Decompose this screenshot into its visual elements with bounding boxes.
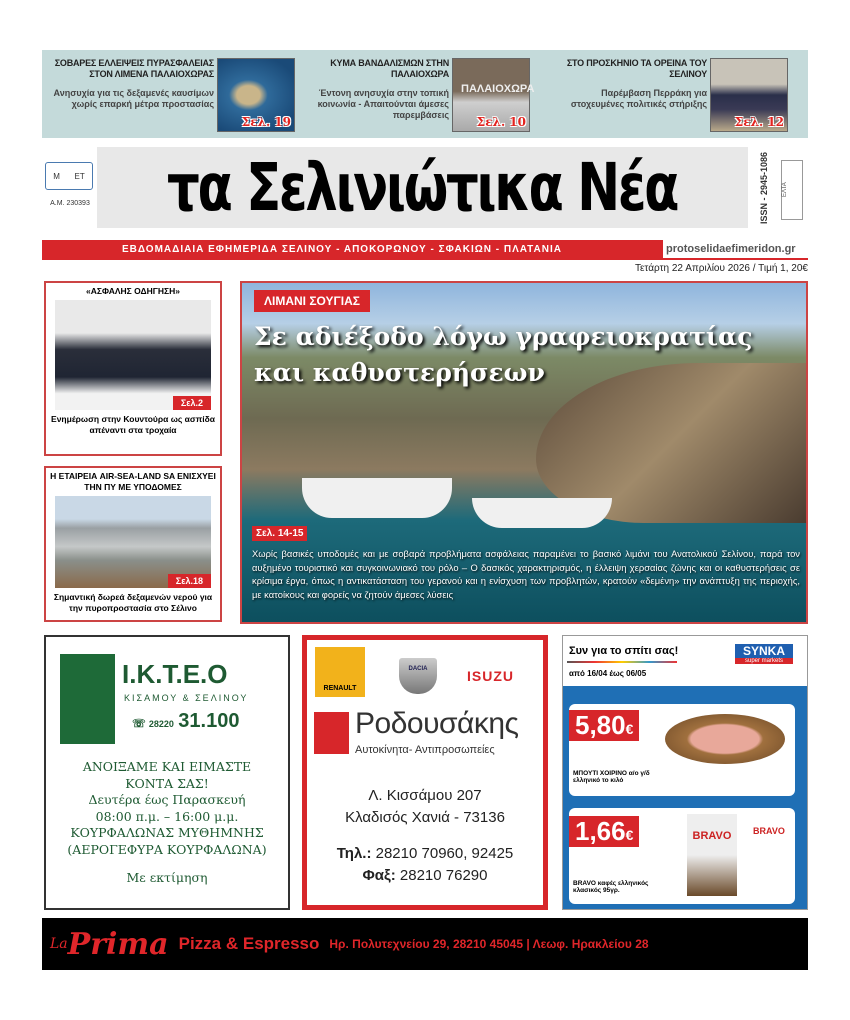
main-story-body: Χωρίς βασικές υποδομές και με σοβαρά προβλήματα ασφάλειας παραμένει το βασικό λιμάνι του Ανατολικού Σελίνου, παρά τον αυξημένο τουριστικό και συγκοινωνιακό του ρόλο – Ο δασικός χαρακτηρισμός, η έλλειψη χερσαίας ζώνης και οι καθυστερήσεις σε κρίσιμα έργα, όπως η αντικατάσταση του γερανού και η ενίσχυση των προβλητών, κρατούν «δεμένη» την ανάπτυξη της περιοχής, με κατοίκους και φορείς να ζητούν άμεσες λύσεις bbox=[252, 548, 800, 600]
pork-image bbox=[665, 714, 785, 764]
synka-logo bbox=[735, 644, 793, 664]
phone-icon: ☏ bbox=[132, 718, 149, 730]
teaser-3-image bbox=[710, 58, 788, 132]
page-ref: Σελ.2 bbox=[173, 396, 211, 410]
kteo-logo-icon bbox=[60, 654, 115, 744]
phone-number: 31.100 bbox=[178, 710, 240, 732]
kteo-line: ΚΟΝΤΑ ΣΑΣ! bbox=[125, 775, 209, 791]
side-story-caption: Σημαντική δωρεά δεξαμενών νερού για την πυροπροστασία στο Σέλινο bbox=[53, 592, 213, 613]
synka-brand: SYNKA bbox=[735, 644, 793, 658]
teaser-1-image bbox=[217, 58, 295, 132]
kteo-logo-text: Ι.Κ.Τ.Ε.Ο bbox=[122, 659, 228, 689]
side-story-image bbox=[55, 496, 211, 588]
dateline: Τετάρτη 22 Απριλίου 2026 / Τιμή 1, 20€ bbox=[634, 263, 808, 274]
side-story-1[interactable] bbox=[44, 281, 222, 456]
teaser-1[interactable] bbox=[46, 58, 214, 110]
side-story-headline: «ΑΣΦΑΛΗΣ ΟΔΗΓΗΣΗ» bbox=[86, 286, 180, 296]
teaser-headline: ΣΟΒΑΡΕΣ ΕΛΛΕΙΨΕΙΣ ΠΥΡΑΣΦΑΛΕΙΑΣ ΣΤΟΝ ΛΙΜΕΝΑ ΠΑΛΑΙΟΧΩΡΑΣ bbox=[54, 58, 214, 79]
currency: € bbox=[625, 827, 634, 843]
rodousakis-sub: Αυτοκίνητα- Αντιπροσωπείες bbox=[355, 744, 495, 756]
address-line: Λ. Κισσάμου 207 bbox=[368, 787, 482, 804]
teaser-2-image bbox=[452, 58, 535, 132]
rodousakis-address bbox=[307, 785, 543, 887]
price-tag bbox=[569, 816, 639, 847]
synka-dates: από 16/04 έως 06/05 bbox=[569, 669, 647, 678]
kteo-line: Με εκτίμηση bbox=[126, 870, 208, 885]
main-story[interactable] bbox=[240, 281, 808, 624]
kteo-sub: ΚΙΣΑΜΟΥ & ΣΕΛΙΝΟΥ bbox=[124, 693, 249, 703]
teaser-band bbox=[42, 50, 808, 138]
headline-line-1: Σε αδιέξοδο λόγω γραφειοκρατίας bbox=[254, 322, 753, 351]
kteo-line: (ΑΕΡΟΓΕΦΥΡΑ ΚΟΥΡΦΑΛΩΝΑ) bbox=[67, 841, 267, 857]
elta-stamp bbox=[781, 160, 803, 220]
page-ref: Σελ. 14-15 bbox=[252, 526, 307, 541]
renault-logo bbox=[315, 647, 365, 697]
newspaper-title: τα Σελινιώτικα Νέα bbox=[167, 149, 678, 226]
dacia-text: DACIA bbox=[408, 666, 428, 672]
product-description: BRAVO καφές ελληνικός κλασικός 95γρ. bbox=[573, 880, 649, 894]
met-logo bbox=[45, 162, 93, 190]
teaser-subtitle: Έντονη ανησυχία στην τοπική κοινωνία - Απαιτούνται άμεσες παρεμβάσεις bbox=[317, 88, 449, 120]
banner-title: Pizza & Espresso bbox=[178, 934, 320, 953]
kteo-line: ΑΝΟΙΞΑΜΕ ΚΑΙ ΕΙΜΑΣΤΕ bbox=[82, 759, 252, 774]
ad-rodousakis[interactable] bbox=[302, 635, 548, 910]
teaser-subtitle: Ανησυχία για τις δεξαμενές καυσίμων χωρίς επαρκή μέτρα προστασίας bbox=[53, 88, 214, 109]
side-story-headline: Η ΕΤΑΙΡΕΙΑ AIR-SEA-LAND SA ΕΝΙΣΧΥΕΙ ΤΗΝ ΠΥ ΜΕ ΥΠΟΔΟΜΕΣ bbox=[50, 471, 216, 492]
la-prima-logo: Prima bbox=[67, 926, 169, 962]
kteo-line: ΚΟΥΡΦΑΛΩΝΑΣ ΜΥΘΗΜΝΗΣ bbox=[70, 825, 264, 840]
headline-line-2: και καθυστερήσεων bbox=[254, 358, 545, 387]
color-stripe bbox=[567, 661, 677, 663]
side-story-caption: Ενημέρωση στην Κουντούρα ως ασπίδα απέναντι στα τροχαία bbox=[51, 414, 215, 435]
product-card[interactable] bbox=[569, 704, 795, 796]
met-right: ΕΤ bbox=[74, 171, 85, 181]
kteo-phone bbox=[132, 709, 239, 736]
side-story-2[interactable] bbox=[44, 466, 222, 622]
side-story-image bbox=[55, 300, 211, 410]
tagline-bar: ΕΒΔΟΜΑΔΙΑΙΑ ΕΦΗΜΕΡΙΔΑ ΣΕΛΙΝΟΥ - ΑΠΟΚΟΡΩΝΟΥ - ΣΦΑΚΙΩΝ - ΠΛΑΤΑΝΙΑ bbox=[42, 240, 808, 260]
teaser-headline: ΣΤΟ ΠΡΟΣΚΗΝΙΟ ΤΑ ΟΡΕΙΝΑ ΤΟΥ ΣΕΛΙΝΟΥ bbox=[566, 58, 707, 79]
bravo-logo: BRAVO bbox=[753, 826, 785, 836]
teaser-headline: ΚΥΜΑ ΒΑΝΔΑΛΙΣΜΩΝ ΣΤΗΝ ΠΑΛΑΙΟΧΩΡΑ bbox=[330, 58, 449, 79]
price: 1,66 bbox=[575, 816, 626, 846]
page-ref: Σελ. 12 bbox=[734, 115, 784, 129]
renault-text: RENAULT bbox=[323, 685, 357, 692]
synka-header bbox=[563, 636, 807, 686]
photo-boat bbox=[302, 478, 452, 518]
banner-address: Ηρ. Πολυτεχνείου 29, 28210 45045 | Λεωφ. Ηρακλείου 28 bbox=[329, 937, 649, 951]
la-prima-banner[interactable] bbox=[42, 918, 808, 970]
teaser-2[interactable] bbox=[304, 58, 449, 121]
issn-text: ISSN - 2945-1086 bbox=[759, 151, 770, 225]
main-story-label: ΛΙΜΑΝΙ ΣΟΥΓΙΑΣ bbox=[254, 290, 370, 312]
tel-number: 28210 70960, 92425 bbox=[375, 845, 514, 862]
kteo-text bbox=[46, 759, 288, 887]
image-sign-text: ΠΑΛΑΙΟΧΩΡΑ bbox=[461, 83, 535, 95]
product-card[interactable] bbox=[569, 808, 795, 904]
page-ref: Σελ.18 bbox=[168, 574, 211, 588]
ad-kteo[interactable] bbox=[44, 635, 290, 910]
dacia-logo bbox=[399, 658, 437, 694]
registration-number: Α.Μ. 230393 bbox=[50, 200, 90, 207]
synka-title: Συν για το σπίτι σας! bbox=[569, 645, 679, 657]
masthead bbox=[97, 147, 748, 228]
elta-text: ΕΛΤΑ bbox=[782, 182, 788, 198]
page-ref: Σελ. 19 bbox=[241, 115, 291, 129]
tel-label: Τηλ.: bbox=[336, 845, 372, 862]
fax-number: 28210 76290 bbox=[399, 867, 488, 884]
ad-synka[interactable] bbox=[562, 635, 808, 910]
kteo-line: Δευτέρα έως Παρασκευή bbox=[88, 792, 246, 807]
kteo-line: 08:00 π.μ. – 16:00 μ.μ. bbox=[95, 808, 239, 824]
product-description: ΜΠΟΥΤΙ ΧΟΙΡΙΝΟ α/ο γ/δ ελληνικό το κιλό bbox=[573, 770, 650, 784]
photo-boat bbox=[472, 498, 612, 528]
synka-brand-sub: super markets bbox=[735, 658, 793, 664]
fax-label: Φαξ: bbox=[362, 867, 396, 884]
isuzu-logo: ISUZU bbox=[467, 668, 514, 684]
teaser-subtitle: Παρέμβαση Περράκη για στοχευμένες πολιτικές στήριξης bbox=[570, 88, 707, 109]
watermark: protoselidaefimeridon.gr bbox=[663, 240, 815, 258]
logo-small: La bbox=[50, 936, 68, 952]
teaser-3[interactable] bbox=[562, 58, 707, 110]
currency: € bbox=[625, 721, 634, 737]
rodousakis-logo-icon bbox=[314, 712, 349, 754]
met-left: Μ bbox=[53, 171, 60, 181]
page-ref: Σελ. 10 bbox=[476, 115, 526, 129]
rodousakis-name: Ροδουσάκης bbox=[355, 707, 519, 740]
main-story-headline bbox=[254, 319, 752, 391]
product-pack-text: BRAVO bbox=[692, 830, 732, 842]
price-tag bbox=[569, 710, 639, 741]
address-line: Κλαδισός Χανιά - 73136 bbox=[345, 809, 505, 826]
bravo-pack bbox=[687, 814, 737, 896]
phone-prefix: 28220 bbox=[148, 719, 174, 729]
price: 5,80 bbox=[575, 710, 626, 740]
issn bbox=[750, 150, 778, 226]
